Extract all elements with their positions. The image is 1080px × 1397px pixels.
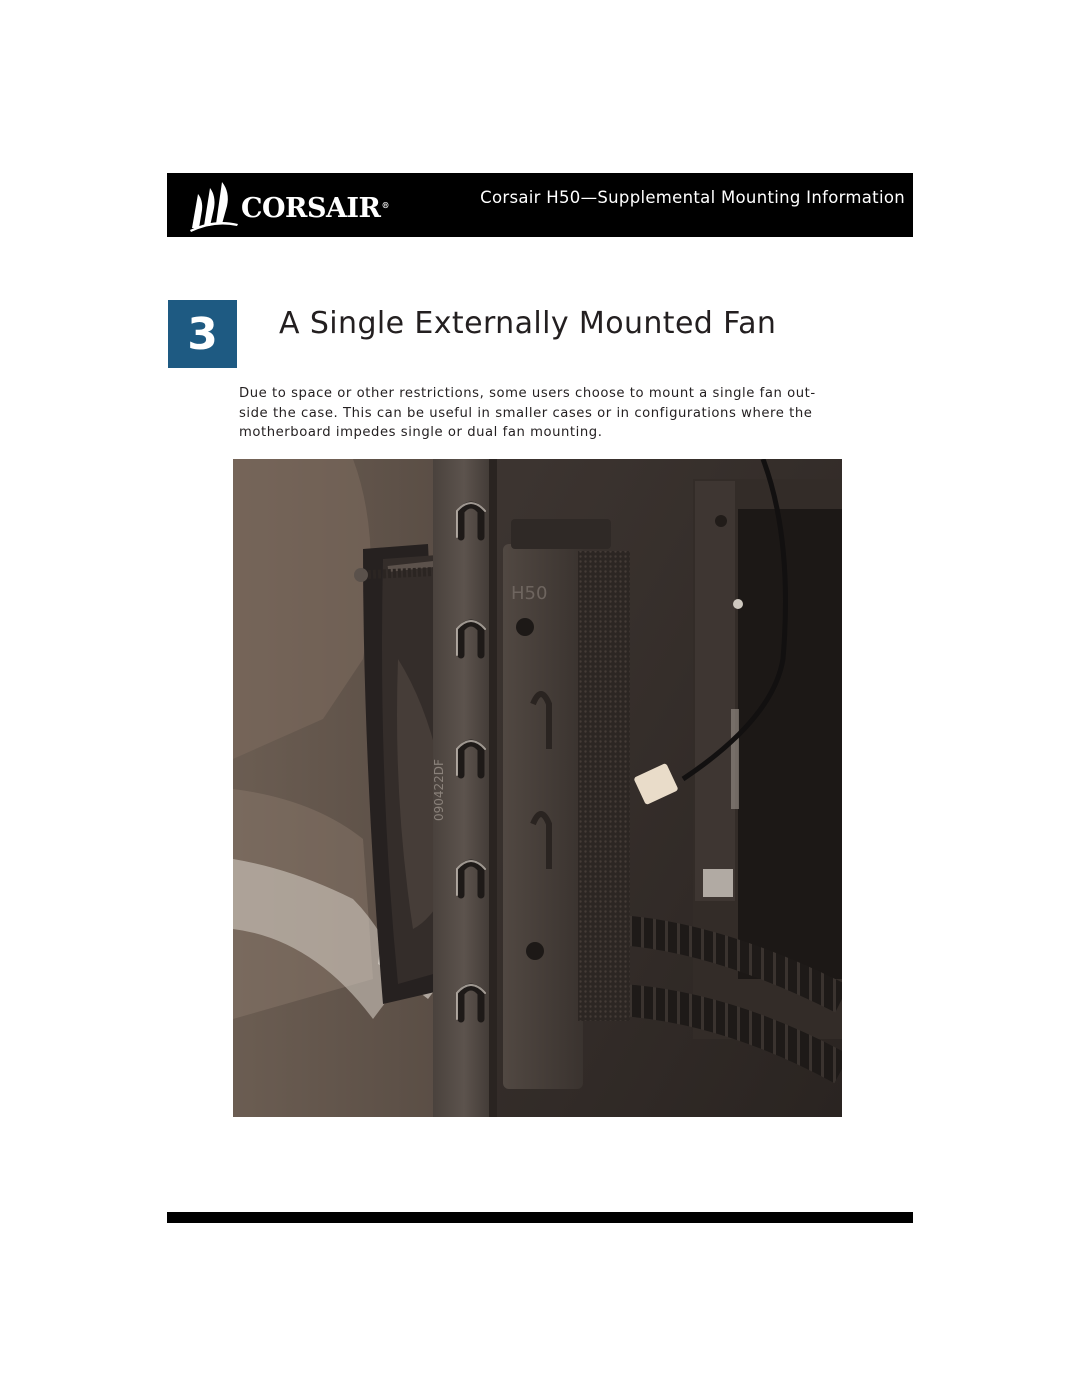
brand-name: CORSAIR: [241, 193, 381, 224]
fan-mounting-photo: [233, 459, 842, 1117]
radiator-model-label: H50: [511, 583, 548, 604]
document-title: Corsair H50—Supplemental Mounting Information: [480, 188, 905, 207]
header-bar: [167, 173, 913, 237]
sails-icon: [189, 180, 239, 232]
footer-rule: [167, 1212, 913, 1223]
registered-mark: ®: [381, 200, 389, 210]
section-body-text: Due to space or other restrictions, some users choose to mount a single fan out-side the case. This can be useful in smaller cases or in configurations where the motherboard impedes single or dual fan mounting.: [239, 386, 816, 441]
section-title: A Single Externally Mounted Fan: [279, 306, 777, 341]
corsair-logo: [189, 180, 389, 232]
fan-serial-label: 090422DF: [432, 759, 446, 821]
section-number-badge: 3: [168, 300, 237, 368]
